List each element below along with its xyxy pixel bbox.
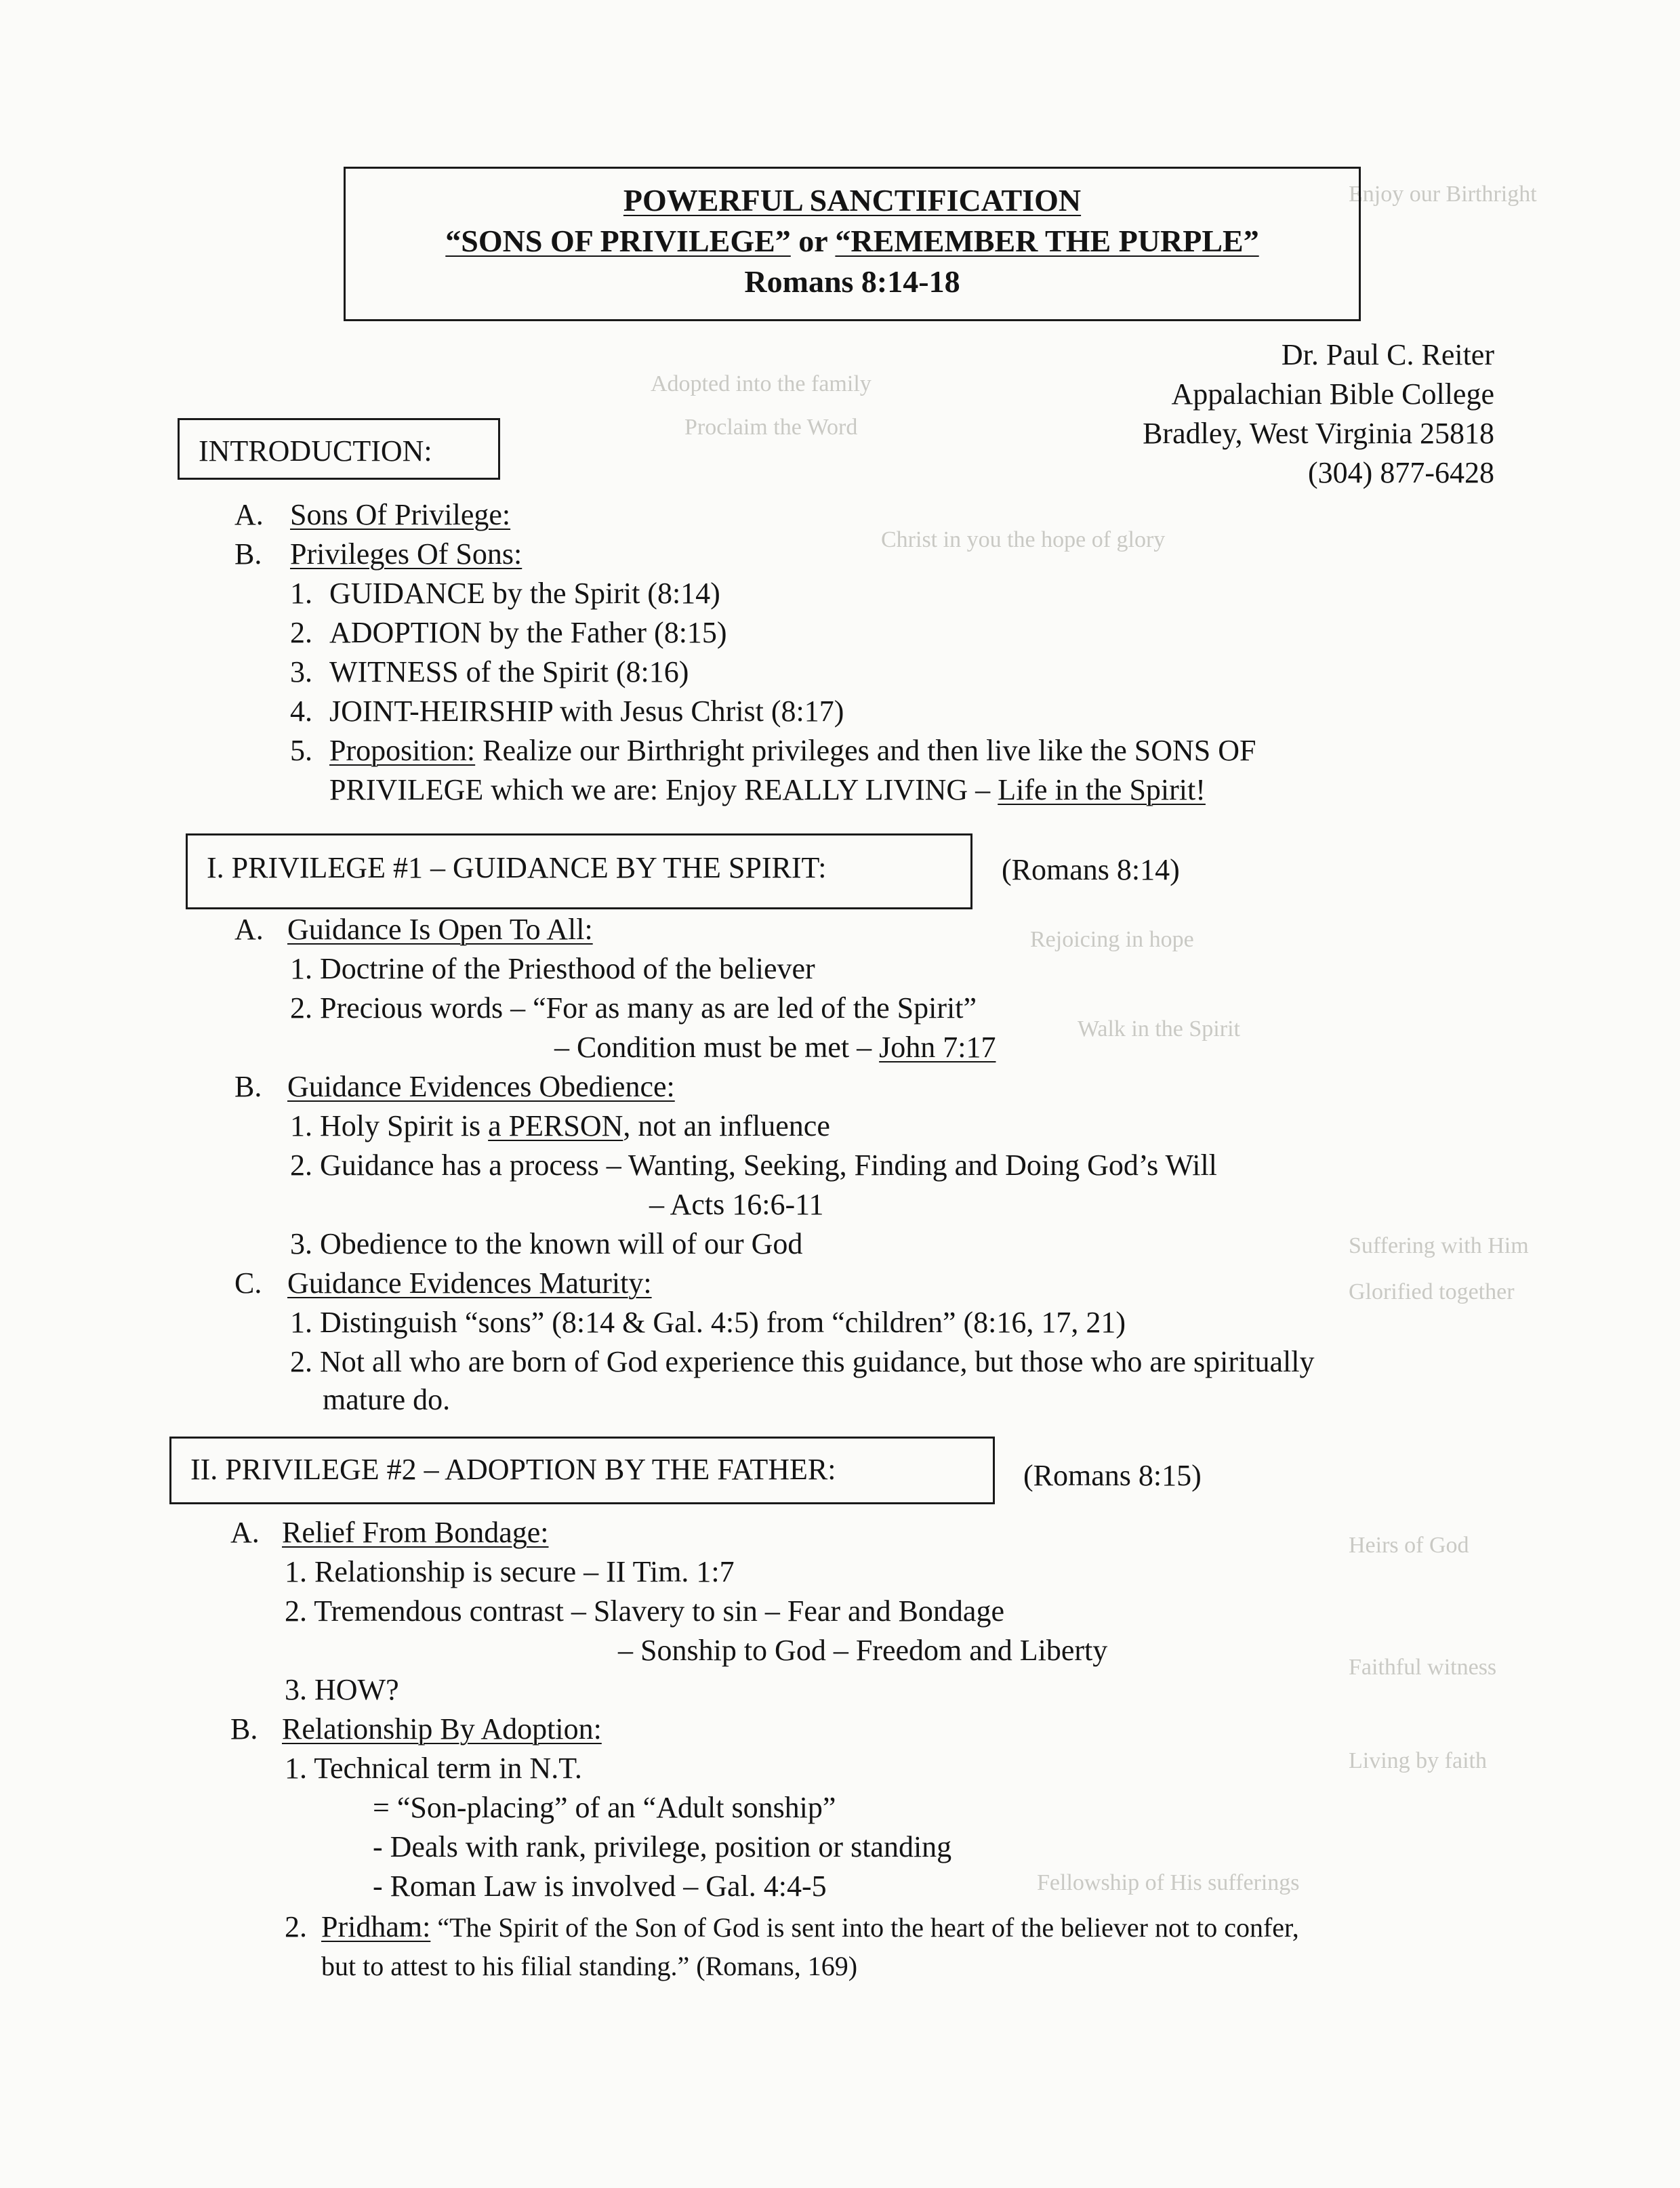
bleed-line: Walk in the Spirit [1078, 1016, 1240, 1041]
s1-a-letter: A. [234, 913, 264, 946]
intro-item: WITNESS of the Spirit (8:16) [329, 655, 689, 688]
s1-c-letter: C. [234, 1266, 262, 1300]
intro-item-num: 2. [290, 616, 312, 649]
s2-b-subitem: = “Son-placing” of an “Adult sonship” [373, 1791, 836, 1824]
condition-reference: John 7:17 [879, 1031, 996, 1064]
bleed-line: Adopted into the family [651, 371, 872, 396]
intro-heading-box [178, 418, 500, 480]
proposition-text: PRIVILEGE which we are: Enjoy REALLY LIVING – [329, 773, 998, 806]
page-title: POWERFUL SANCTIFICATION [623, 183, 1082, 218]
s1-c-heading: Guidance Evidences Maturity: [287, 1266, 652, 1300]
subtitle-part1: “SONS OF PRIVILEGE” [445, 224, 791, 258]
proposition-emphasis: Life in the Spirit! [998, 773, 1206, 806]
s1-c-item: 1. Distinguish “sons” (8:14 & Gal. 4:5) from “children” (8:16, 17, 21) [290, 1306, 1126, 1339]
intro-item-num: 4. [290, 695, 312, 728]
bleed-line: Glorified together [1349, 1279, 1515, 1304]
proposition-label: Proposition: [329, 734, 476, 767]
s1-b-item-emphasis: a PERSON [488, 1109, 623, 1142]
pridham-quote-line-1 [321, 1912, 1299, 1942]
s2-a-item: 1. Relationship is secure – II Tim. 1:7 [285, 1555, 735, 1588]
intro-item-num: 1. [290, 577, 312, 610]
intro-b-heading: Privileges Of Sons: [290, 537, 523, 571]
bleed-line: Faithful witness [1349, 1655, 1497, 1680]
pridham-quote-line-2: but to attest to his filial standing.” (Romans, 169) [321, 1951, 858, 1981]
author-org: Appalachian Bible College [1171, 377, 1494, 411]
subtitle-part2: “REMEMBER THE PURPLE” [835, 224, 1259, 258]
intro-item-num: 3. [290, 655, 312, 688]
intro-item: GUIDANCE by the Spirit (8:14) [329, 577, 720, 610]
s1-a-item: 2. Precious words – “For as many as are led of the Spirit” [290, 991, 977, 1025]
s1-b-item-pre: 1. Holy Spirit is [290, 1109, 489, 1142]
intro-a-letter: A. [234, 498, 264, 531]
condition-text: – Condition must be met – [554, 1031, 880, 1064]
bleed-line: Living by faith [1349, 1748, 1487, 1773]
pridham-label: Pridham: [321, 1910, 431, 1943]
bleed-line: Rejoicing in hope [1030, 927, 1194, 952]
intro-a-heading: Sons Of Privilege: [290, 498, 511, 531]
proposition-line-2 [329, 775, 1206, 805]
s1-c-item-continued: mature do. [323, 1383, 451, 1416]
section-2-heading: II. PRIVILEGE #2 – ADOPTION BY THE FATHER: [190, 1453, 836, 1486]
s1-b-item [290, 1111, 830, 1141]
section-2-reference: (Romans 8:15) [1023, 1459, 1202, 1492]
s1-b-item-continued: – Acts 16:6-11 [649, 1188, 824, 1221]
s2-b-letter: B. [230, 1712, 258, 1746]
s1-b-letter: B. [234, 1070, 262, 1103]
s1-b-heading: Guidance Evidences Obedience: [287, 1070, 675, 1103]
bleed-line: Proclaim the Word [684, 415, 858, 440]
s1-b-item: 2. Guidance has a process – Wanting, Seeking, Finding and Doing God’s Will [290, 1149, 1217, 1182]
proposition-text: Realize our Birthright privileges and then live like the SONS OF [475, 734, 1256, 767]
intro-heading: INTRODUCTION: [199, 434, 432, 468]
s1-c-item: 2. Not all who are born of God experience this guidance, but those who are spiritually [290, 1345, 1315, 1378]
s1-b-item: 3. Obedience to the known will of our God [290, 1227, 803, 1260]
section-1-heading: I. PRIVILEGE #1 – GUIDANCE BY THE SPIRIT: [207, 851, 827, 884]
s2-a-letter: A. [230, 1516, 260, 1549]
bleed-line: Heirs of God [1349, 1533, 1469, 1558]
title-box [344, 167, 1361, 321]
intro-item: ADOPTION by the Father (8:15) [329, 616, 727, 649]
s2-b-item: 1. Technical term in N.T. [285, 1752, 582, 1785]
author-location: Bradley, West Virginia 25818 [1143, 417, 1494, 450]
proposition-num: 5. [290, 734, 312, 767]
bleed-line: Fellowship of His sufferings [1037, 1870, 1300, 1895]
s2-b-subitem: - Deals with rank, privilege, position or standing [373, 1830, 952, 1863]
bleed-line: Christ in you the hope of glory [881, 527, 1166, 552]
bleed-line: Suffering with Him [1349, 1233, 1529, 1258]
s1-b-item-post: , not an influence [623, 1109, 830, 1142]
author-name: Dr. Paul C. Reiter [1281, 338, 1494, 371]
s1-a-item-continued [554, 1033, 996, 1062]
intro-item: JOINT-HEIRSHIP with Jesus Christ (8:17) [329, 695, 844, 728]
s2-b-subitem: - Roman Law is involved – Gal. 4:4-5 [373, 1870, 827, 1903]
bleed-line: Enjoy our Birthright [1349, 182, 1537, 207]
s2-b-heading: Relationship By Adoption: [282, 1712, 602, 1746]
scripture-reference: Romans 8:14-18 [744, 264, 960, 299]
pridham-num: 2. [285, 1910, 307, 1943]
section-2-heading-box [169, 1437, 995, 1504]
proposition-line-1 [329, 736, 1256, 766]
s2-a-item: 2. Tremendous contrast – Slavery to sin – Fear and Bondage [285, 1594, 1004, 1628]
s2-a-item: 3. HOW? [285, 1673, 399, 1706]
intro-b-letter: B. [234, 537, 262, 571]
s1-a-item: 1. Doctrine of the Priesthood of the believer [290, 952, 815, 985]
page-subtitle [346, 223, 1359, 259]
section-1-heading-box [186, 833, 972, 909]
s2-a-item-continued: – Sonship to God – Freedom and Liberty [618, 1634, 1108, 1667]
author-phone: (304) 877-6428 [1308, 456, 1494, 489]
s2-a-heading: Relief From Bondage: [282, 1516, 549, 1549]
section-1-reference: (Romans 8:14) [1002, 853, 1180, 886]
subtitle-or: or [790, 224, 836, 258]
s1-a-heading: Guidance Is Open To All: [287, 913, 593, 946]
pridham-quote: “The Spirit of the Son of God is sent into the heart of the believer not to confer, [430, 1912, 1299, 1943]
